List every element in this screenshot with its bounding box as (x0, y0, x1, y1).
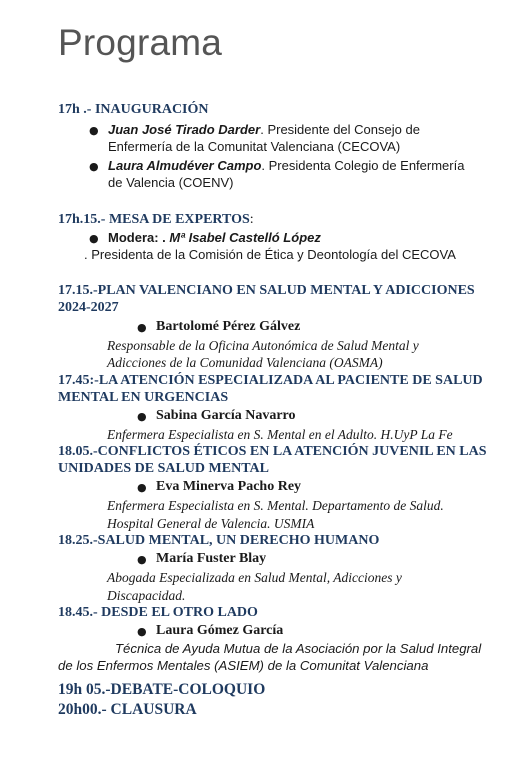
moderator-name: Mª Isabel Castelló López (165, 230, 321, 245)
bullet-icon: ● (89, 232, 99, 245)
moderator-entry (108, 230, 321, 246)
session-heading-cont: UNIDADES DE SALUD MENTAL (58, 461, 269, 476)
speaker-name: María Fuster Blay (156, 551, 267, 566)
bullet-icon: ● (89, 124, 99, 137)
speaker-entry (108, 122, 420, 138)
speaker-name: Sabina García Navarro (156, 408, 296, 423)
speaker-role-cont: Adicciones de la Comunidad Valenciana (OASMA) (107, 355, 383, 370)
mesa-heading (58, 210, 254, 228)
debate-heading: 19h 05.-DEBATE-COLOQUIO (58, 681, 266, 698)
speaker-role-cont: de los Enfermos Mentales (ASIEM) de la Comunitat Valenciana (58, 658, 429, 673)
speaker-role-cont: Enfermería de la Comunitat Valenciana (CECOVA) (108, 139, 401, 154)
speaker-name: Eva Minerva Pacho Rey (156, 479, 302, 494)
bullet-icon: ● (137, 553, 147, 566)
speaker-role-cont: Discapacidad. (107, 588, 186, 603)
mesa-heading-colon: : (249, 212, 254, 227)
session-heading-cont: MENTAL EN URGENCIAS (58, 390, 229, 405)
bullet-icon: ● (89, 160, 99, 173)
speaker-name: Juan José Tirado Darder (108, 122, 261, 137)
speaker-role: . Presidente del Consejo de (260, 122, 420, 137)
bullet-icon: ● (137, 481, 147, 494)
speaker-entry (108, 158, 464, 174)
bullet-icon: ● (137, 410, 147, 423)
moderator-label: Modera: . (108, 230, 166, 245)
session-heading: 18.45.- DESDE EL OTRO LADO (58, 605, 258, 620)
inauguracion-heading: 17h .- INAUGURACIÓN (58, 102, 209, 117)
speaker-name: Bartolomé Pérez Gálvez (156, 319, 301, 334)
speaker-role: Enfermera Especialista en S. Mental en el Adulto. H.UyP La Fe (107, 427, 453, 442)
session-heading: 18.05.-CONFLICTOS ÉTICOS EN LA ATENCIÓN JUVENIL EN LAS (58, 444, 487, 459)
bullet-icon: ● (137, 625, 147, 638)
clausura-heading: 20h00.- CLAUSURA (58, 701, 197, 718)
speaker-role-cont: Hospital General de Valencia. USMIA (107, 516, 315, 531)
session-heading-cont: 2024-2027 (58, 300, 119, 315)
speaker-role: Responsable de la Oficina Autonómica de Salud Mental y (107, 338, 419, 353)
session-heading: 17.15.-PLAN VALENCIANO EN SALUD MENTAL Y ADICCIONES (58, 283, 475, 298)
speaker-role-cont: de Valencia (COENV) (108, 175, 234, 190)
session-heading: 17.45:-LA ATENCIÓN ESPECIALIZADA AL PACIENTE DE SALUD (58, 373, 483, 388)
speaker-role: Enfermera Especialista en S. Mental. Departamento de Salud. (107, 498, 444, 513)
page-title: Programa (58, 22, 223, 63)
session-heading: 18.25.-SALUD MENTAL, UN DERECHO HUMANO (58, 533, 380, 548)
speaker-role: . Presidenta Colegio de Enfermería (261, 158, 465, 173)
bullet-icon: ● (137, 321, 147, 334)
speaker-role: Abogada Especializada en Salud Mental, Adicciones y (107, 570, 402, 585)
speaker-name: Laura Gómez García (156, 623, 284, 638)
mesa-heading-bold: 17h.15.- MESA DE EXPERTOS (58, 212, 250, 227)
speaker-name: Laura Almudéver Campo (108, 158, 262, 173)
moderator-role: . Presidenta de la Comisión de Ética y Deontología del CECOVA (84, 247, 456, 262)
speaker-role: Técnica de Ayuda Mutua de la Asociación por la Salud Integral (115, 641, 482, 656)
